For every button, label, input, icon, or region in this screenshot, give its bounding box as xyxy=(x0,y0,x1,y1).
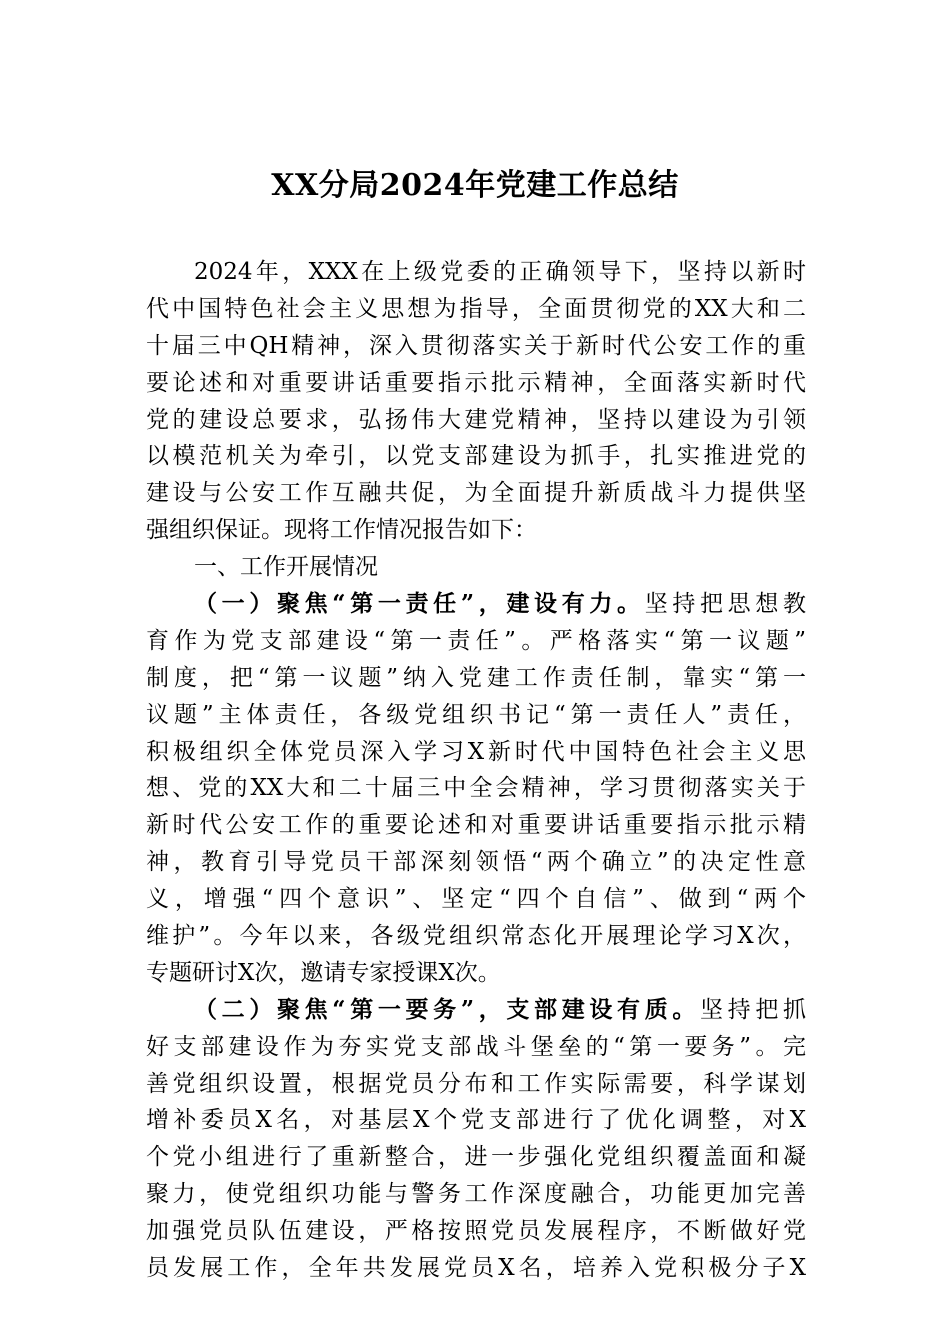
section-heading: 一、工作开展情况 xyxy=(194,554,378,581)
paragraph-2-line: 聚力，使党组织功能与警务工作深度融合，功能更加完善 xyxy=(146,1181,806,1208)
paragraph-2-line: 好支部建设作为夯实党支部战斗堡垒的“第一要务”。完 xyxy=(146,1033,806,1060)
paragraph-2-line: 加强党员队伍建设，严格按照党员发展程序，不断做好党 xyxy=(146,1218,806,1245)
paragraph-2-line: 增补委员X名，对基层X个党支部进行了优化调整，对X xyxy=(146,1107,806,1134)
paragraph-1-lead: （一）聚焦“第一责任”，建设有力。 xyxy=(194,590,645,618)
paragraph-1-line: 义，增强“四个意识”、坚定“四个自信”、做到“两个 xyxy=(146,886,806,913)
intro-line: 强组织保证。现将工作情况报告如下： xyxy=(146,517,537,544)
document-body xyxy=(146,254,806,1287)
paragraph-1-first-rest: 坚持把思想教 xyxy=(644,591,807,618)
paragraph-1-line: 新时代公安工作的重要论述和对重要讲话重要指示批示精 xyxy=(146,812,806,839)
document-title: XX分局2024年党建工作总结 xyxy=(271,168,679,203)
intro-line: 2024年，XXX在上级党委的正确领导下，坚持以新时 xyxy=(194,259,806,285)
intro-line: 要论述和对重要讲话重要指示批示精神，全面落实新时代 xyxy=(146,369,806,396)
paragraph-2-lead: （二）聚焦“第一要务”，支部建设有质。 xyxy=(194,995,701,1023)
intro-line: 以模范机关为牵引，以党支部建设为抓手，扎实推进党的 xyxy=(146,443,806,470)
intro-line: 建设与公安工作互融共促，为全面提升新质战斗力提供坚 xyxy=(146,480,806,507)
paragraph-1-line: 育作为党支部建设“第一责任”。严格落实“第一议题” xyxy=(146,627,806,654)
paragraph-1-line: 想、党的XX大和二十届三中全会精神，学习贯彻落实关于 xyxy=(146,775,806,802)
intro-line: 代中国特色社会主义思想为指导，全面贯彻党的XX大和二 xyxy=(146,295,806,322)
paragraph-1-line: 维护”。今年以来，各级党组织常态化开展理论学习X次， xyxy=(146,923,806,950)
paragraph-1-line: 议题”主体责任，各级党组织书记“第一责任人”责任， xyxy=(146,701,806,728)
paragraph-1-line: 神，教育引导党员干部深刻领悟“两个确立”的决定性意 xyxy=(146,849,806,876)
paragraph-2-first-line xyxy=(146,992,806,1029)
paragraph-2-line: 个党小组进行了重新整合，进一步强化党组织覆盖面和凝 xyxy=(146,1144,806,1171)
paragraph-1-line: 制度，把“第一议题”纳入党建工作责任制，靠实“第一 xyxy=(146,664,806,691)
paragraph-2-line: 善党组织设置，根据党员分布和工作实际需要，科学谋划 xyxy=(146,1070,806,1097)
paragraph-2-line: 员发展工作，全年共发展党员X名，培养入党积极分子X xyxy=(146,1255,806,1282)
intro-line: 十届三中QH精神，深入贯彻落实关于新时代公安工作的重 xyxy=(146,332,806,359)
paragraph-1-line: 专题研讨X次，邀请专家授课X次。 xyxy=(146,959,501,986)
paragraph-1-first-line xyxy=(146,586,806,623)
paragraph-2-first-rest: 坚持把抓 xyxy=(700,996,806,1023)
paragraph-1-line: 积极组织全体党员深入学习X新时代中国特色社会主义思 xyxy=(146,738,806,765)
intro-line: 党的建设总要求，弘扬伟大建党精神，坚持以建设为引领 xyxy=(146,406,806,433)
